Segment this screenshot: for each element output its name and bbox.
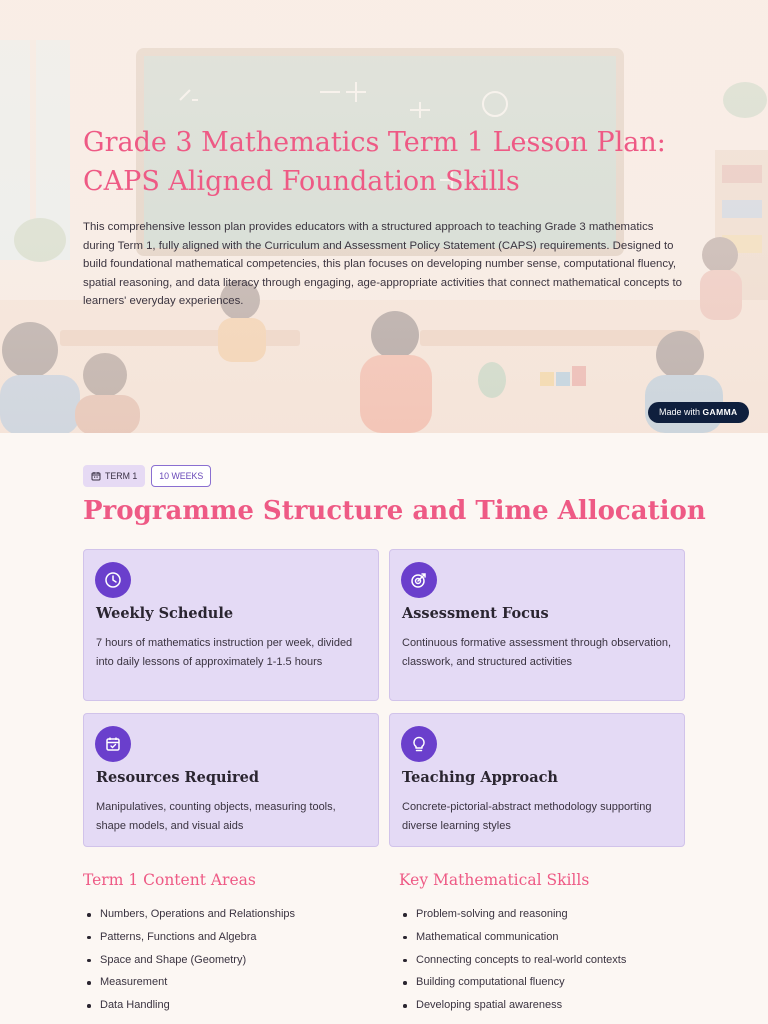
calendar-check-icon xyxy=(95,726,131,762)
card-body: 7 hours of mathematics instruction per week, divided into daily lessons of approximately 1-1.5 hours xyxy=(96,637,353,668)
list-item: Connecting concepts to real-world contexts xyxy=(399,949,626,972)
gamma-logo: GAMMA xyxy=(702,407,738,417)
card-title: Teaching Approach xyxy=(402,769,558,786)
card-weekly-schedule xyxy=(83,549,379,701)
card-resources-required xyxy=(83,713,379,847)
page-title: Grade 3 Mathematics Term 1 Lesson Plan: CAPS Aligned Foundation Skills xyxy=(83,127,666,197)
term-tag xyxy=(83,465,145,487)
hero-description: This comprehensive lesson plan provides educators with a structured approach to teaching Grade 3 mathematics during Term 1, fully aligned with the Curriculum and Assessment Policy Statement (CAPS) requirements. Designed to build foundational mathematical competencies, this plan focuses on developing number sense, computational fluency, spatial reasoning, and data literacy through engaging, age-appropriate activities that connect mathematical concepts to learners' everyday experiences. xyxy=(83,221,683,308)
list-item: Data Handling xyxy=(83,994,295,1017)
made-with-label: Made with xyxy=(659,407,701,417)
list-item: Problem-solving and reasoning xyxy=(399,903,626,926)
lightbulb-icon xyxy=(401,726,437,762)
card-title: Assessment Focus xyxy=(402,605,549,622)
calendar-icon xyxy=(91,471,101,481)
weeks-tag-label: 10 WEEKS xyxy=(159,471,204,481)
list-item: Patterns, Functions and Algebra xyxy=(83,926,295,949)
content-areas-title: Term 1 Content Areas xyxy=(83,871,256,889)
key-skills-list xyxy=(399,903,626,1017)
section-title: Programme Structure and Time Allocation xyxy=(83,496,706,526)
card-title: Resources Required xyxy=(96,769,260,786)
key-skills-title: Key Mathematical Skills xyxy=(399,871,590,889)
list-item: Space and Shape (Geometry) xyxy=(83,949,295,972)
card-title: Weekly Schedule xyxy=(96,605,234,622)
list-item: Mathematical communication xyxy=(399,926,626,949)
term-tag-label: TERM 1 xyxy=(105,471,138,481)
card-assessment-focus xyxy=(389,549,685,701)
hero-overlay xyxy=(0,0,768,433)
card-body: Manipulatives, counting objects, measuring tools, shape models, and visual aids xyxy=(96,801,336,832)
target-icon xyxy=(401,562,437,598)
tag-row xyxy=(83,465,211,487)
content-areas-list xyxy=(83,903,295,1017)
card-body: Concrete-pictorial-abstract methodology supporting diverse learning styles xyxy=(402,801,652,832)
list-item: Building computational fluency xyxy=(399,971,626,994)
list-item: Developing spatial awareness xyxy=(399,994,626,1017)
card-body: Continuous formative assessment through observation, classwork, and structured activities xyxy=(402,637,672,668)
made-with-gamma-badge[interactable] xyxy=(648,402,749,423)
list-item: Measurement xyxy=(83,971,295,994)
hero-banner xyxy=(0,0,768,433)
clock-icon xyxy=(95,562,131,598)
weeks-tag xyxy=(151,465,211,487)
card-teaching-approach xyxy=(389,713,685,847)
list-item: Numbers, Operations and Relationships xyxy=(83,903,295,926)
